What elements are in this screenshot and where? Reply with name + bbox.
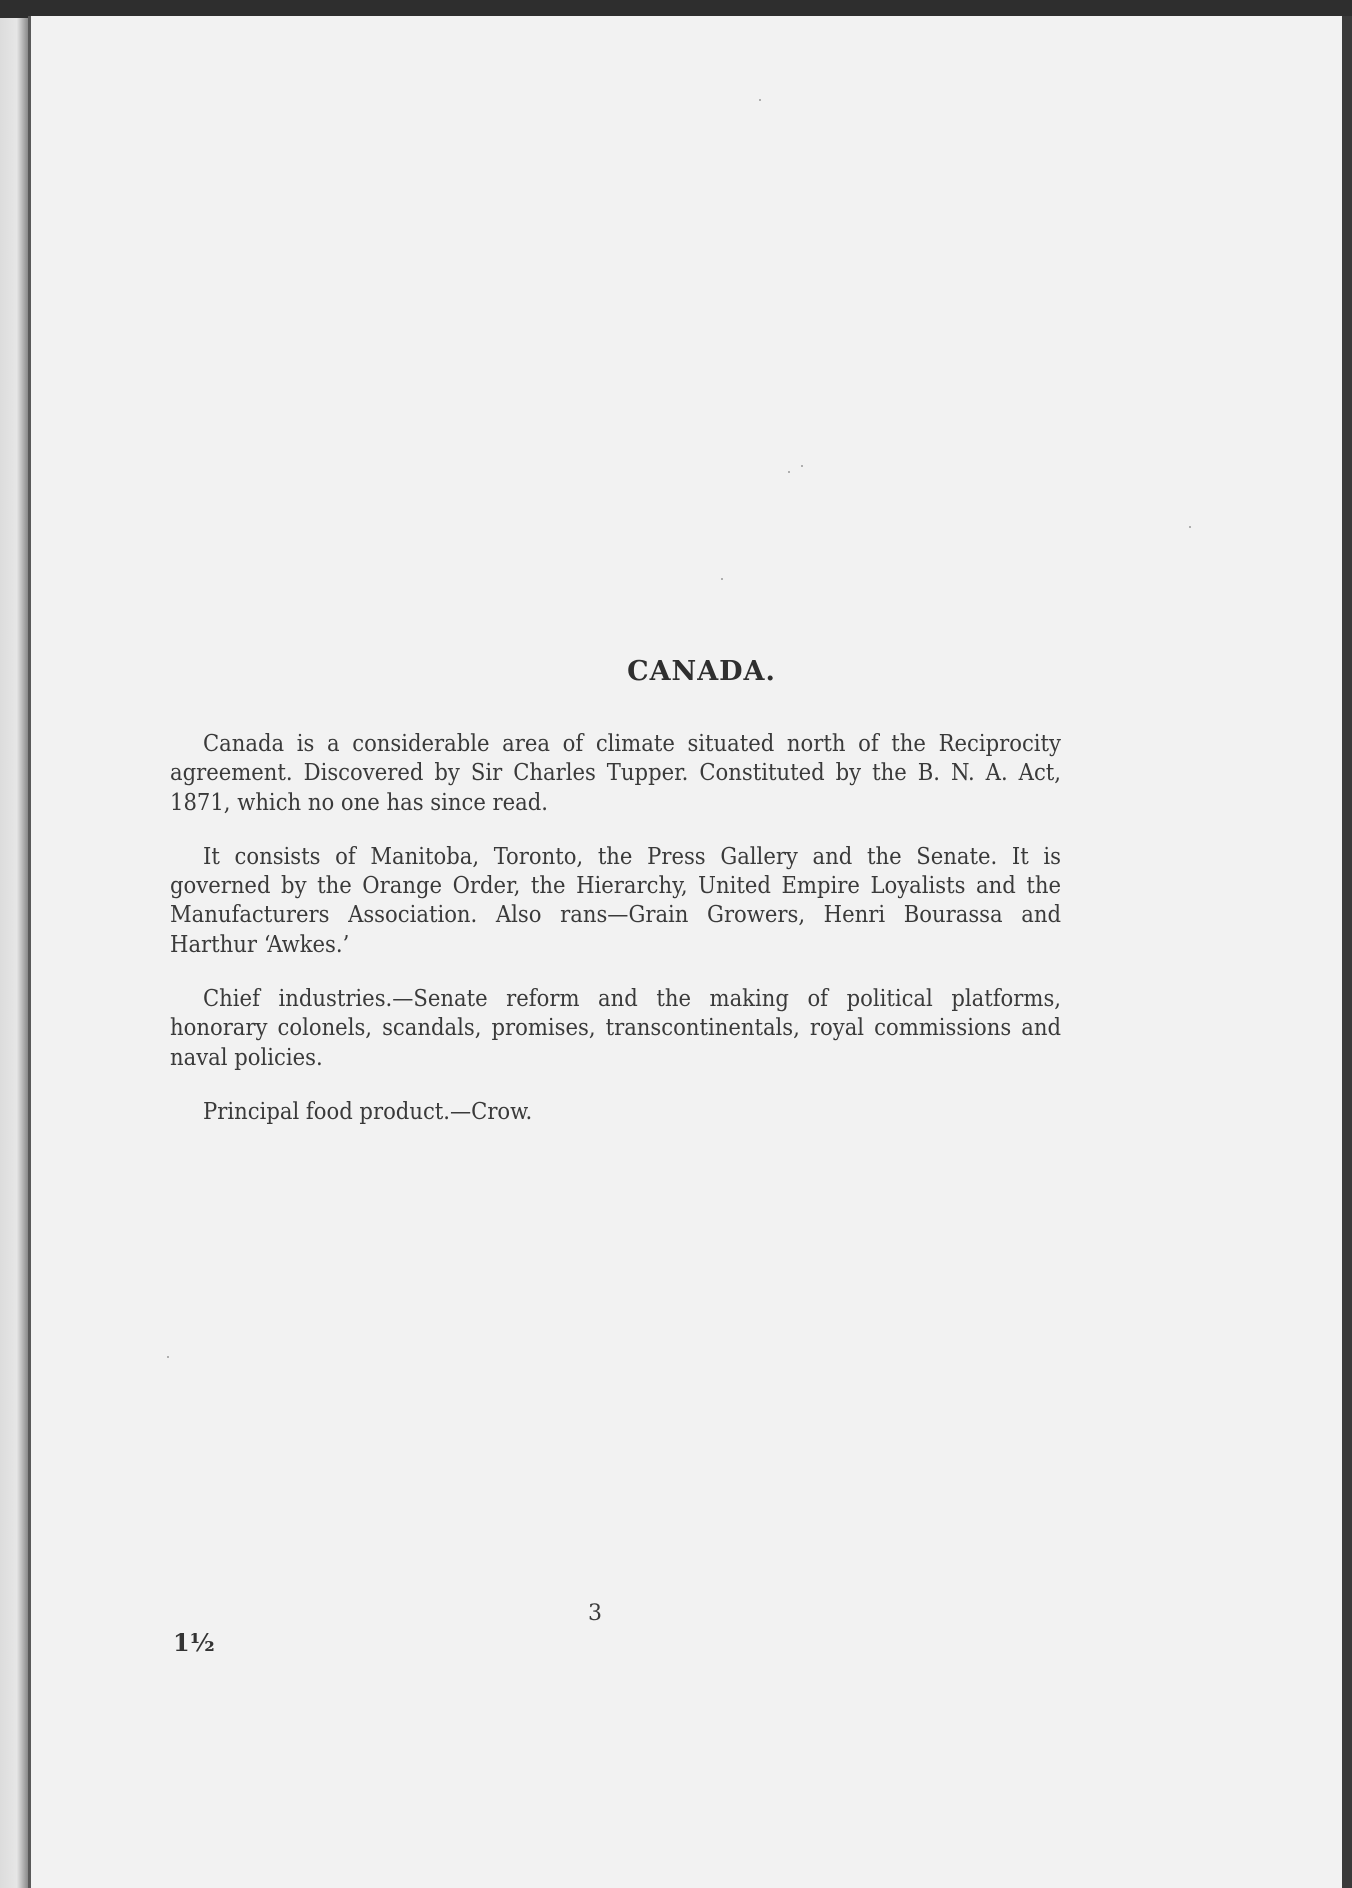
paper-speck (788, 471, 790, 473)
book-page (28, 16, 1342, 1888)
signature-mark: 1½ (173, 1628, 215, 1657)
page-right-shadow (1342, 16, 1352, 1888)
adjacent-page-edge (0, 18, 28, 1888)
page-body (170, 729, 1061, 1151)
paper-speck (167, 1356, 169, 1358)
page-number: 3 (588, 1601, 602, 1626)
paper-speck (1189, 526, 1191, 528)
paragraph-intro: Canada is a considerable area of climate situated north of the Reciprocity agreement. Discovered by Sir Charles Tupper. Constituted by the B. N. A. Act, 1871, which no one has since read. (170, 729, 1061, 816)
paper-speck (801, 465, 803, 467)
paragraph-industries: Chief industries.—Senate reform and the making of political platforms, honorary colonels, scandals, promises, transcontinentals, royal commissions and naval policies. (170, 984, 1061, 1071)
paper-speck (721, 578, 723, 580)
paragraph-food-product: Principal food product.—Crow. (203, 1096, 533, 1125)
paper-speck (759, 99, 761, 101)
paragraph-composition: It consists of Manitoba, Toronto, the Press Gallery and the Senate. It is governed by the Orange Order, the Hierarchy, United Empire Loyalists and the Manufacturers Association. Also rans—Grain Growers, Henri Bourassa and Harthur ‘Awkes.’ (170, 841, 1061, 958)
page-title: CANADA. (627, 656, 776, 687)
